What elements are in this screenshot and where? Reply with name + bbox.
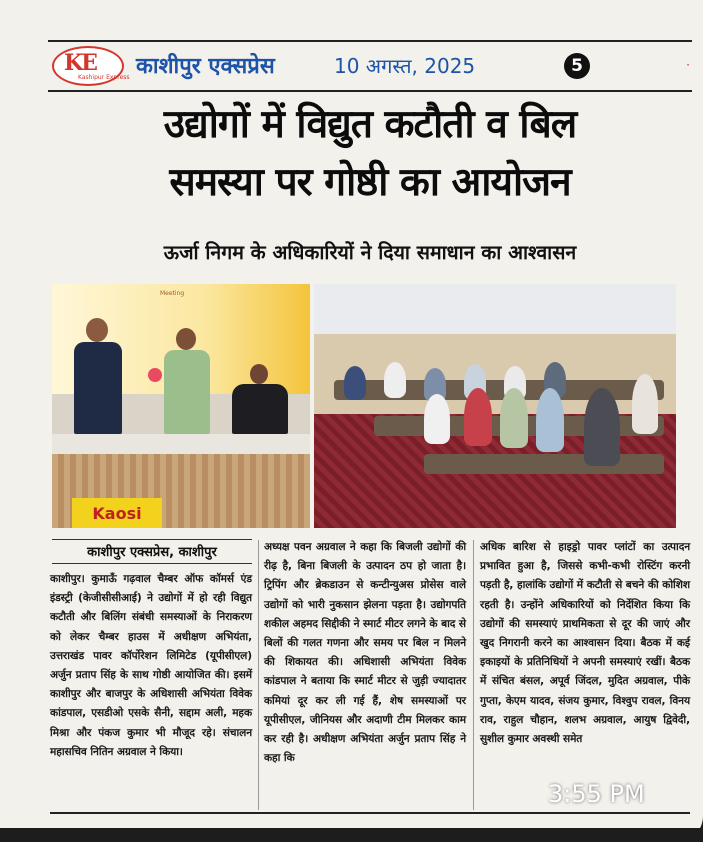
person-shirt <box>74 342 122 434</box>
headline-line-1: उद्योगों में विद्युत कटौती व बिल <box>163 102 577 147</box>
issue-date: 10 अगस्त, 2025 <box>334 54 476 78</box>
screenshot-timestamp: 3:55 PM <box>548 780 645 808</box>
audience-member <box>424 394 450 444</box>
screen-bottom-edge <box>0 828 703 842</box>
audience-member <box>632 374 658 434</box>
masthead-mark: · <box>686 58 690 72</box>
banner-word: Meeting <box>160 290 185 297</box>
page-number-badge: 5 <box>564 53 590 79</box>
person-shirt <box>232 384 288 434</box>
flower-bouquet <box>148 368 162 382</box>
byline: काशीपुर एक्सप्रेस, काशीपुर <box>52 539 252 564</box>
audience-member <box>584 388 620 466</box>
logo-tagline: Kashipur Express <box>78 74 130 81</box>
table-sign: Kaosi <box>72 498 162 528</box>
bottom-rule <box>50 812 690 814</box>
person-head <box>86 318 108 342</box>
headline <box>46 96 694 212</box>
audience-member <box>384 362 406 398</box>
headline-line-2: समस्या पर गोष्ठी का आयोजन <box>169 160 571 205</box>
meeting-photo-left <box>52 284 310 528</box>
audience-member <box>536 388 564 452</box>
meeting-photo-audience <box>314 284 676 528</box>
person-head <box>250 364 268 384</box>
audience-member <box>500 388 528 448</box>
head-table <box>52 434 310 454</box>
person-head <box>176 328 196 350</box>
paper-name: काशीपुर एक्सप्रेस <box>136 54 275 79</box>
hall-ceiling <box>314 284 676 334</box>
article-column-3: अधिक बारिश से हाइड्रो पावर प्लांटों का उत्पादन प्रभावित हुआ है, जिससे कभी-कभी रोस्टिंग करनी पड़ती है, हालांकि उद्योगों में कटौती से बचने की कोशिश रहती है। उन्होंने अधिकारियों को निर्देशित किया कि उद्योगों की समस्याएं प्राथमिकता से दूर की जाएं और खुद निगरानी करने का आश्वासन दिया। बैठक में कई इकाइयों के प्रतिनिधियों ने अपनी समस्याएं रखीं। बैठक में संचित बंसल, अपूर्व जिंदल, मुदित अग्रवाल, पीके गुप्ता, केएम यादव, संजय कुमार, विश्वुप रावल, विनय राव, राहुल चौहान, शलभ अग्रवाल, आयुष द्विवेदी, सुशील कुमार अवस्थी समेत <box>480 541 690 746</box>
column-divider <box>473 540 474 810</box>
column-divider <box>258 540 259 810</box>
masthead <box>48 40 692 92</box>
subheadline: ऊर्जा निगम के अधिकारियों ने दिया समाधान का आश्वासन <box>163 241 577 264</box>
logo-letters: KE <box>64 50 96 76</box>
article-column-1: काशीपुर। कुमाऊँ गढ़वाल चैम्बर ऑफ कॉमर्स एंड इंडस्ट्री (केजीसीसीआई) ने उद्योगों में हो रही विद्युत कटौती और बिलिंग संबंधी समस्याओं के निराकरण को लेकर चैम्बर हाउस में अधीक्षण अभियंता, उत्तराखंड पावर कॉर्पोरेशन लिमिटेड (यूपीसीएल) अर्जुन प्रताप सिंह के साथ गोष्ठी आयोजित की। इसमें काशीपुर और बाजपुर के अधिशासी अभियंता विवेक कांडपाल, एसडीओ एसके सैनी, सद्दाम अली, महक मिश्रा और पंकज कुमार भी मौजूद रहे। संचालन महासचिव नितिन अग्रवाल ने किया। <box>50 573 252 758</box>
chair-row <box>424 454 664 474</box>
hall-wall <box>314 334 676 414</box>
audience-member <box>344 366 366 400</box>
person-shirt <box>164 350 210 434</box>
article-column-2: अध्यक्ष पवन अग्रवाल ने कहा कि बिजली उद्योगों की रीढ़ है, बिना बिजली के उत्पादन ठप हो जाता है। ट्रिपिंग और ब्रेकडाउन से कन्टीन्युअस प्रोसेस वाले उद्योगों को भारी नुकसान झेलना पड़ता है। उद्योगपति शकील अहमद सिद्दीकी ने स्मार्ट मीटर लगने के बाद से बिलों की गलत गणना और समय पर बिल न मिलने की शिकायत की। अधिशासी अभियंता विवेक कांडपाल ने बताया कि स्मार्ट मीटर से जुड़ी ज्यादातर कमियां दूर कर ली गई हैं, शेष समस्याओं पर यूपीसीएल, जीनियस और अदाणी टीम मिलकर काम कर रही है। अधीक्षण अभियंता अर्जुन प्रताप सिंह ने कहा कि <box>264 541 466 765</box>
audience-member <box>464 388 492 446</box>
paper-logo <box>52 46 130 86</box>
